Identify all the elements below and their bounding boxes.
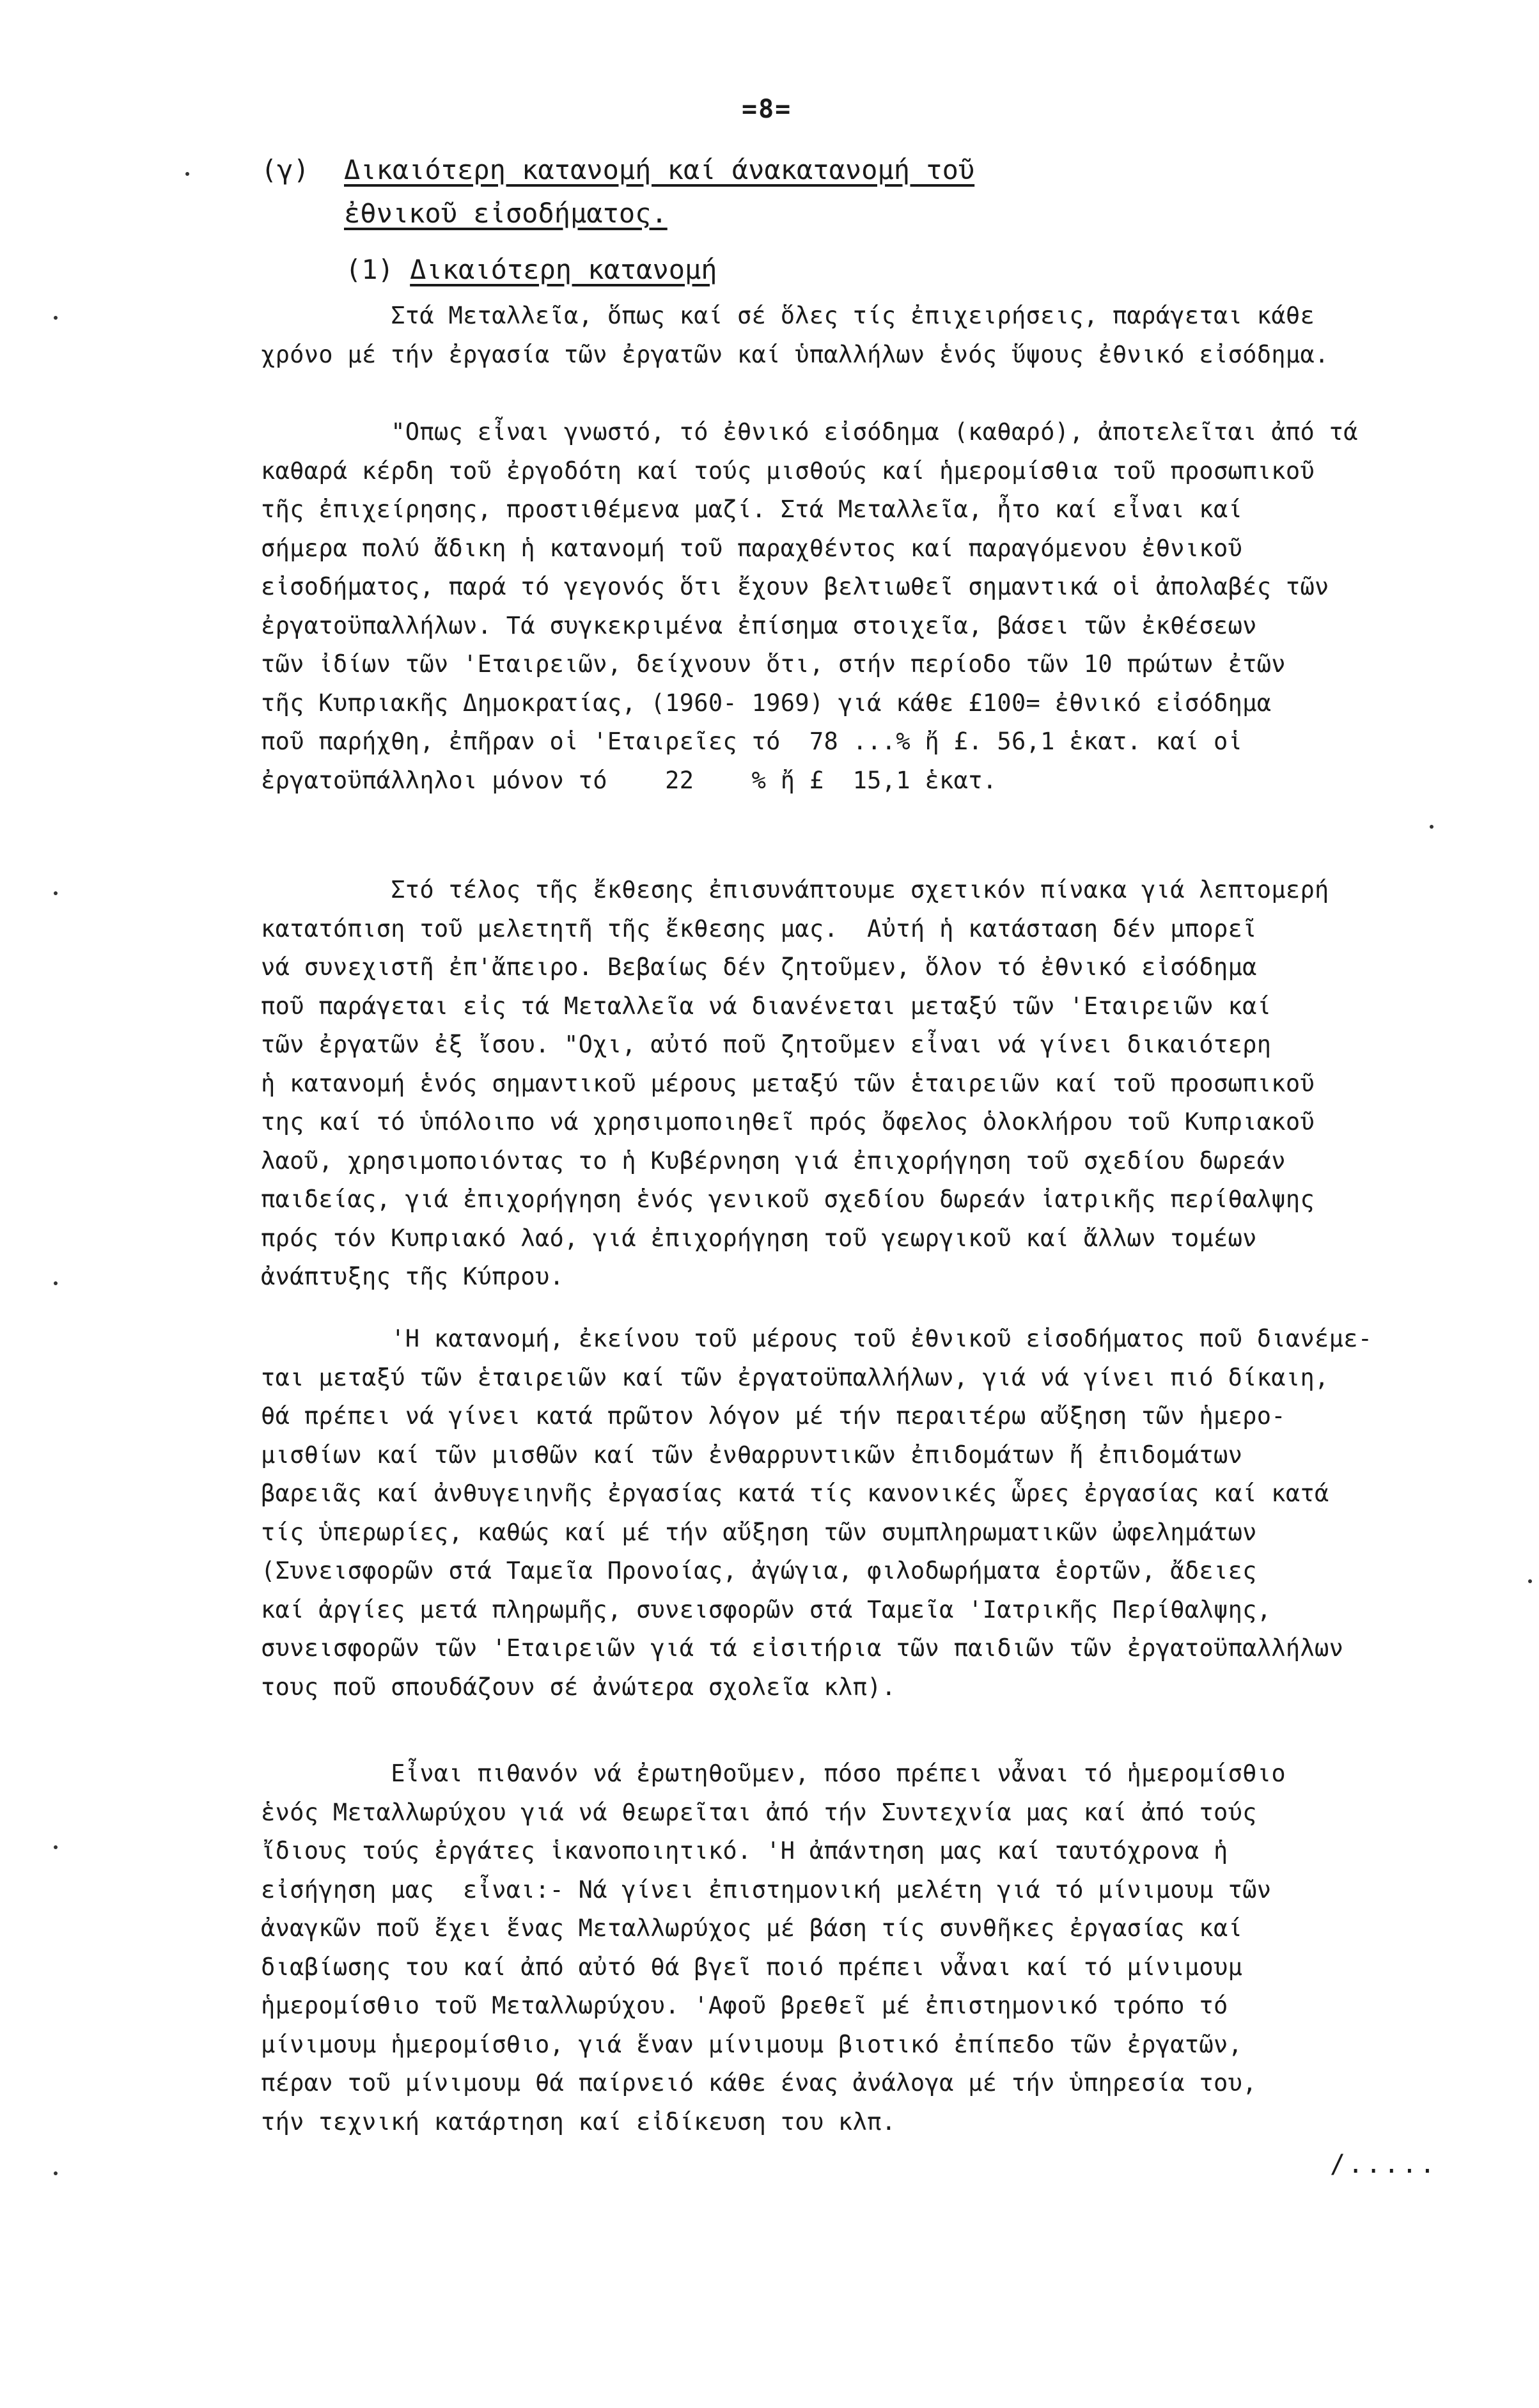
paragraph-4: 'Η κατανομή, ἐκείνου τοῦ μέρους τοῦ ἐθνικοῦ εἰσοδήματος ποῦ διανέμε- ται μεταξύ τῶν ἑταιρειῶν καί τῶν ἐργατοϋπαλλήλων, γιά νά γίνει πιό δίκαιη, θά πρέπει νά γίνει κατά πρῶτον λόγον μέ τήν περαιτέρω αὔξηση τῶν ἡμερο- μισθίων καί τῶν μισθῶν καί τῶν ἐνθαρρυντικῶν ἐπιδομάτων ἤ ἐπιδομάτων βαρειᾶς καί ἀνθυγειηνῆς ἐργασίας κατά τίς κανονικές ὧρες ἐργασίας καί κατά τίς ὑπερωρίες, καθώς καί μέ τήν αὔξηση τῶν συμπληρωματικῶν ὠφελημάτων (Συνεισφορῶν στά Ταμεῖα Προνοίας, ἀγώγια, φιλοδωρήματα ἑορτῶν, ἄδειες καί ἀργίες μετά πληρωμῆς, συνεισφορῶν στά Ταμεῖα 'Ιατρικῆς Περίθαλψης, συνεισφορῶν τῶν 'Εταιρειῶν γιά τά εἰσιτήρια τῶν παιδιῶν τῶν ἐργατοϋπαλλήλων τους ποῦ σπουδάζουν σέ ἀνώτερα σχολεῖα κλπ). [261, 1325, 1373, 1701]
continuation-mark: /..... [1330, 2150, 1438, 2179]
subsection-heading [345, 251, 717, 289]
scan-speck [54, 891, 58, 895]
scan-speck [185, 172, 189, 176]
section-heading-line1: Δικαιότερη κατανομή καί άνακατανομή τοῦ [344, 154, 975, 185]
scan-speck [54, 2171, 58, 2175]
paragraph-2: "Οπως εἶναι γνωστό, τό ἐθνικό εἰσόδημα (καθαρό), ἀποτελεῖται ἀπό τά καθαρά κέρδη τοῦ ἐργοδότη καί τούς μισθούς καί ἡμερομίσθια τοῦ προσωπικοῦ τῆς ἐπιχείρησης, προστιθέμενα μαζί. Στά Μεταλλεῖα, ἦτο καί εἶναι καί σήμερα πολύ ἄδικη ἡ κατανομή τοῦ παραχθέντος καί παραγόμενου ἐθνικοῦ εἰσοδήματος, παρά τό γεγονός ὅτι ἔχουν βελτιωθεῖ σημαντικά οἱ ἀπολαβές τῶν ἐργατοϋπαλλήλων. Τά συγκεκριμένα ἐπίσημα στοιχεῖα, βάσει τῶν ἐκθέσεων τῶν ἰδίων τῶν 'Εταιρειῶν, δείχνουν ὅτι, στήν περίοδο τῶν 10 πρώτων ἐτῶν τῆς Κυπριακῆς Δημοκρατίας, (1960- 1969) γιά κάθε £100= ἐθνικό εἰσόδημα ποῦ παρήχθη, ἐπῆραν οἱ 'Εταιρεῖες τό 78 ...% ἤ £. 56,1 ἑκατ. καί οἱ ἐργατοϋπάλληλοι μόνον τό 22 % ἤ £ 15,1 ἑκατ. [261, 418, 1358, 794]
section-heading [261, 148, 1476, 235]
scan-speck [1430, 825, 1434, 829]
scan-speck [54, 1281, 58, 1285]
page-number: =8= [742, 95, 792, 124]
section-heading-line2: ἐθνικοῦ εἰσοδήματος. [344, 198, 668, 229]
subsection-title: Δικαιότερη κατανομή [410, 254, 717, 285]
scan-speck [1528, 1579, 1532, 1583]
section-marker: (γ) [261, 154, 309, 185]
scan-speck [54, 316, 58, 320]
paragraph-1: Στά Μεταλλεῖα, ὅπως καί σέ ὅλες τίς ἐπιχειρήσεις, παράγεται κάθε χρόνο μέ τήν ἐργασία τῶν ἐργατῶν καί ὑπαλλήλων ἑνός ὕψους ἐθνικό εἰσόδημα. [261, 302, 1329, 368]
scan-speck [54, 1845, 58, 1849]
paragraph-5: Εἶναι πιθανόν νά ἐρωτηθοῦμεν, πόσο πρέπει νἆναι τό ἡμερομίσθιο ἑνός Μεταλλωρύχου γιά νά θεωρεῖται ἀπό τήν Συντεχνία μας καί ἀπό τούς ἴδιους τούς ἐργάτες ἱκανοποιητικό. 'Η ἀπάντηση μας καί ταυτόχρονα ἡ εἰσήγηση μας εἶναι:- Νά γίνει ἐπιστημονική μελέτη γιά τό μίνιμουμ τῶν ἀναγκῶν ποῦ ἔχει ἕνας Μεταλλωρύχος μέ βάση τίς συνθῆκες ἐργασίας καί διαβίωσης του καί ἀπό αὐτό θά βγεῖ ποιό πρέπει νἆναι καί τό μίνιμουμ ἡμερομίσθιο τοῦ Μεταλλωρύχου. 'Αφοῦ βρεθεῖ μέ ἐπιστημονικό τρόπο τό μίνιμουμ ἡμερομίσθιο, γιά ἕναν μίνιμουμ βιοτικό ἐπίπεδο τῶν ἐργατῶν, πέραν τοῦ μίνιμουμ θά παίρνειό κάθε ένας ἀνάλογα μέ τήν ὑπηρεσία του, τήν τεχνική κατάρτηση καί εἰδίκευση του κλπ. [261, 1760, 1286, 2136]
paragraph-3: Στό τέλος τῆς ἔκθεσης ἐπισυνάπτουμε σχετικόν πίνακα γιά λεπτομερή κατατόπιση τοῦ μελετητῆ τῆς ἔκθεσης μας. Αὐτή ἡ κατάσταση δέν μπορεῖ νά συνεχιστῆ ἐπ'ἄπειρο. Βεβαίως δέν ζητοῦμεν, ὅλον τό ἐθνικό εἰσόδημα ποῦ παράγεται εἰς τά Μεταλλεῖα νά διανένεται μεταξύ τῶν 'Εταιρειῶν καί τῶν ἐργατῶν ἐξ ἴσου. "Οχι, αὐτό ποῦ ζητοῦμεν εἶναι νά γίνει δικαιότερη ἡ κατανομή ἑνός σημαντικοῦ μέρους μεταξύ τῶν ἑταιρειῶν καί τοῦ προσωπικοῦ της καί τό ὑπόλοιπο νά χρησιμοποιηθεῖ πρός ὄφελος ὁλοκλήρου τοῦ Κυπριακοῦ λαοῦ, χρησιμοποιόντας το ἡ Κυβέρνηση γιά ἐπιχορήγηση τοῦ σχεδίου δωρεάν παιδείας, γιά ἐπιχορήγηση ἑνός γενικοῦ σχεδίου δωρεάν ἰατρικῆς περίθαλψης πρός τόν Κυπριακό λαό, γιά ἐπιχορήγηση τοῦ γεωργικοῦ καί ἄλλων τομέων ἀνάπτυξης τῆς Κύπρου. [261, 876, 1329, 1290]
subsection-marker: (1) [345, 254, 394, 285]
